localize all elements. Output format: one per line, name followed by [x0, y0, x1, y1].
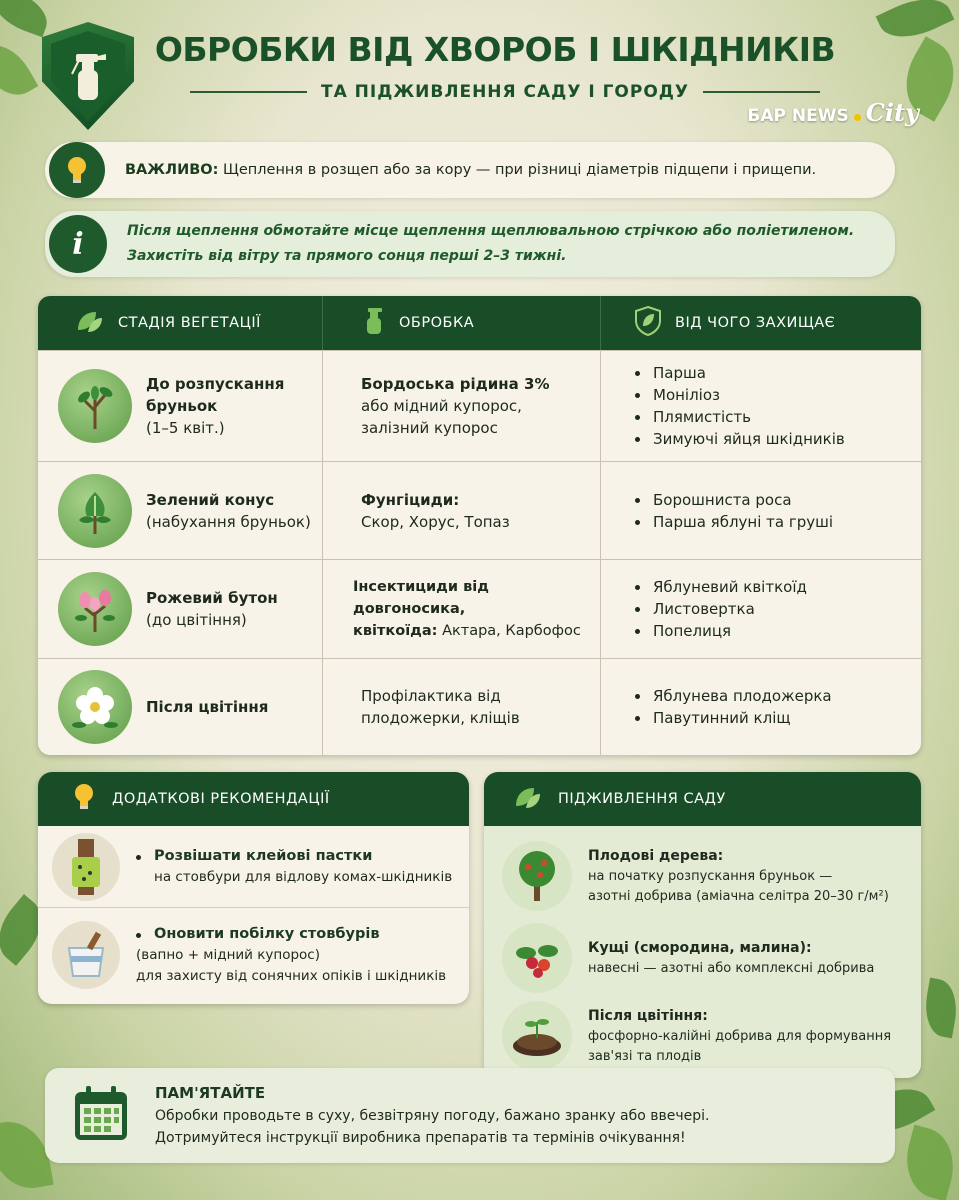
column-header: ОБРОБКА [323, 296, 601, 350]
info-banner [45, 211, 895, 277]
panel-header: ДОДАТКОВІ РЕКОМЕНДАЦІЇ [38, 772, 469, 826]
stage-cell [38, 659, 323, 755]
soil-sprout-icon [502, 1001, 572, 1071]
leaves-icon [74, 308, 104, 338]
remember-box [45, 1068, 895, 1163]
stage-note: (набухання бруньок) [146, 512, 311, 531]
stage-cell [38, 351, 323, 461]
important-banner [45, 142, 895, 198]
stage-note: (до цвітіння) [146, 611, 247, 629]
recommendation-text: (вапно + мідний купорос) [136, 946, 320, 963]
green-bud-icon [58, 474, 132, 548]
sprayer-shield-icon [42, 22, 134, 130]
feeding-item [484, 998, 921, 1074]
stage-note: (1–5 квіт.) [146, 419, 225, 437]
important-text: Щеплення в розщеп або за кору — при різниці діаметрів підщепи і прищепи. [223, 161, 817, 178]
list-item: Парша [631, 362, 845, 384]
recommendations-panel [38, 772, 469, 1004]
feeding-title: Кущі (смородина, малина): [588, 939, 812, 956]
list-item: Зимуючі яйця шкідників [631, 428, 845, 450]
remember-text: Дотримуйтеся інструкції виробника препаратів та термінів очікування! [155, 1130, 686, 1146]
feeding-panel [484, 772, 921, 1078]
stage-cell [38, 462, 323, 559]
column-header: ВІД ЧОГО ЗАХИЩАЄ [601, 296, 921, 350]
list-item: Попелиця [631, 620, 807, 642]
list-item: Плямистість [631, 406, 845, 428]
list-item: Моніліоз [631, 384, 845, 406]
treatment-line: Актара, Карбофос [437, 623, 581, 639]
protects-cell [601, 351, 921, 461]
table-row [38, 350, 921, 461]
stage-name: Після цвітіння [146, 698, 269, 716]
stage-cell [38, 560, 323, 658]
feeding-title: Після цвітіння: [588, 1007, 708, 1024]
stage-name: Рожевий бутон [146, 589, 278, 607]
treatment-line: Профілактика від [361, 687, 501, 705]
list-item: Борошниста роса [631, 489, 833, 511]
list-item: Яблунева плодожерка [631, 685, 832, 707]
leaf-decoration [920, 978, 959, 1039]
brand-logo [747, 98, 919, 127]
feeding-text: на початку розпускання бруньок — [588, 868, 833, 884]
list-item: Парша яблуні та груші [631, 511, 833, 533]
lightbulb-icon [49, 142, 105, 198]
leaves-icon [512, 784, 542, 814]
recommendation-title: Розвішати клейові пастки [154, 847, 373, 864]
treatment-title: квіткоїда: [353, 623, 438, 639]
panel-header: ПІДЖИВЛЕННЯ САДУ [484, 772, 921, 826]
stage-name: До розпускання [146, 375, 285, 393]
table-row [38, 658, 921, 755]
brand-dot [854, 114, 861, 121]
treatment-cell [323, 351, 601, 461]
important-label: ВАЖЛИВО: [125, 161, 219, 178]
flower-icon [58, 670, 132, 744]
berry-bush-icon [502, 923, 572, 993]
stage-name: бруньок [146, 397, 218, 415]
stage-name: Зелений конус [146, 490, 275, 509]
recommendation-text: на стовбури для відлову комах-шкідників [154, 868, 453, 885]
recommendation-item [38, 826, 469, 908]
column-header: СТАДІЯ ВЕГЕТАЦІЇ [38, 296, 323, 350]
feeding-title: Плодові дерева: [588, 847, 724, 864]
pink-bud-icon [58, 572, 132, 646]
divider [703, 91, 820, 93]
feeding-text: фосфорно-калійні добрива для формування [588, 1028, 892, 1044]
feeding-item [484, 826, 921, 918]
table-header [38, 296, 921, 350]
info-line: Після щеплення обмотайте місце щеплення щеплювальною стрічкою або поліетиленом. [127, 223, 855, 239]
treatment-cell [323, 560, 601, 658]
lightbulb-icon [72, 782, 96, 816]
treatment-table [38, 296, 921, 755]
feeding-text: азотні добрива (аміачна селітра 20–30 г/м²) [588, 888, 889, 904]
sticky-trap-icon [52, 833, 120, 901]
table-row [38, 461, 921, 559]
treatment-line: плодожерки, кліщів [361, 709, 520, 727]
recommendation-title: Оновити побілку стовбурів [154, 925, 380, 942]
sprayer-icon [363, 306, 385, 340]
treatment-cell [323, 462, 601, 559]
page-title: ОБРОБКИ ВІД ХВОРОБ І ШКІДНИКІВ [154, 30, 836, 69]
table-row [38, 559, 921, 658]
feeding-text: навесні — азотні або комплексні добрива [588, 960, 875, 976]
treatment-title: Інсектициди від довгоносика, [353, 579, 489, 617]
info-line: Захистіть від вітру та прямого сонця перші 2–3 тижні. [127, 248, 567, 264]
divider [190, 91, 307, 93]
feeding-item [484, 918, 921, 998]
leaf-decoration [876, 0, 955, 49]
page-subtitle: ТА ПІДЖИВЛЕННЯ САДУ І ГОРОДУ [320, 82, 690, 102]
treatment-title: Фунгіциди: [361, 490, 460, 509]
info-icon: i [49, 215, 107, 273]
paint-bucket-icon [52, 921, 120, 989]
list-item: Павутинний кліщ [631, 707, 832, 729]
protects-cell [601, 659, 921, 755]
treatment-cell [323, 659, 601, 755]
protects-cell [601, 462, 921, 559]
recommendation-item [38, 908, 469, 1002]
recommendation-text: для захисту від сонячних опіків і шкідників [136, 967, 447, 984]
shield-leaf-icon [635, 306, 661, 340]
branch-icon [58, 369, 132, 443]
feeding-text: зав'язі та плодів [588, 1048, 702, 1064]
calendar-icon [71, 1084, 131, 1148]
brand-name: БАР NEWS [747, 106, 849, 126]
remember-text: Обробки проводьте в суху, безвітряну погоду, бажано зранку або ввечері. [155, 1108, 710, 1124]
brand-city: City [865, 98, 919, 127]
fruit-tree-icon [502, 841, 572, 911]
protects-cell [601, 560, 921, 658]
list-item: Листовертка [631, 598, 807, 620]
treatment-line: або мідний купорос, [361, 397, 522, 415]
treatment-line: Скор, Хорус, Топаз [361, 512, 510, 531]
leaf-decoration [0, 0, 54, 37]
leaf-decoration [0, 34, 38, 106]
list-item: Яблуневий квіткоїд [631, 576, 807, 598]
leaf-decoration [897, 1125, 959, 1200]
treatment-line: залізний купорос [361, 419, 498, 437]
remember-title: ПАМ'ЯТАЙТЕ [155, 1084, 266, 1102]
feeding-body [484, 826, 921, 1078]
subtitle-row [190, 82, 820, 102]
treatment-title: Бордоська рідина 3% [361, 375, 550, 393]
